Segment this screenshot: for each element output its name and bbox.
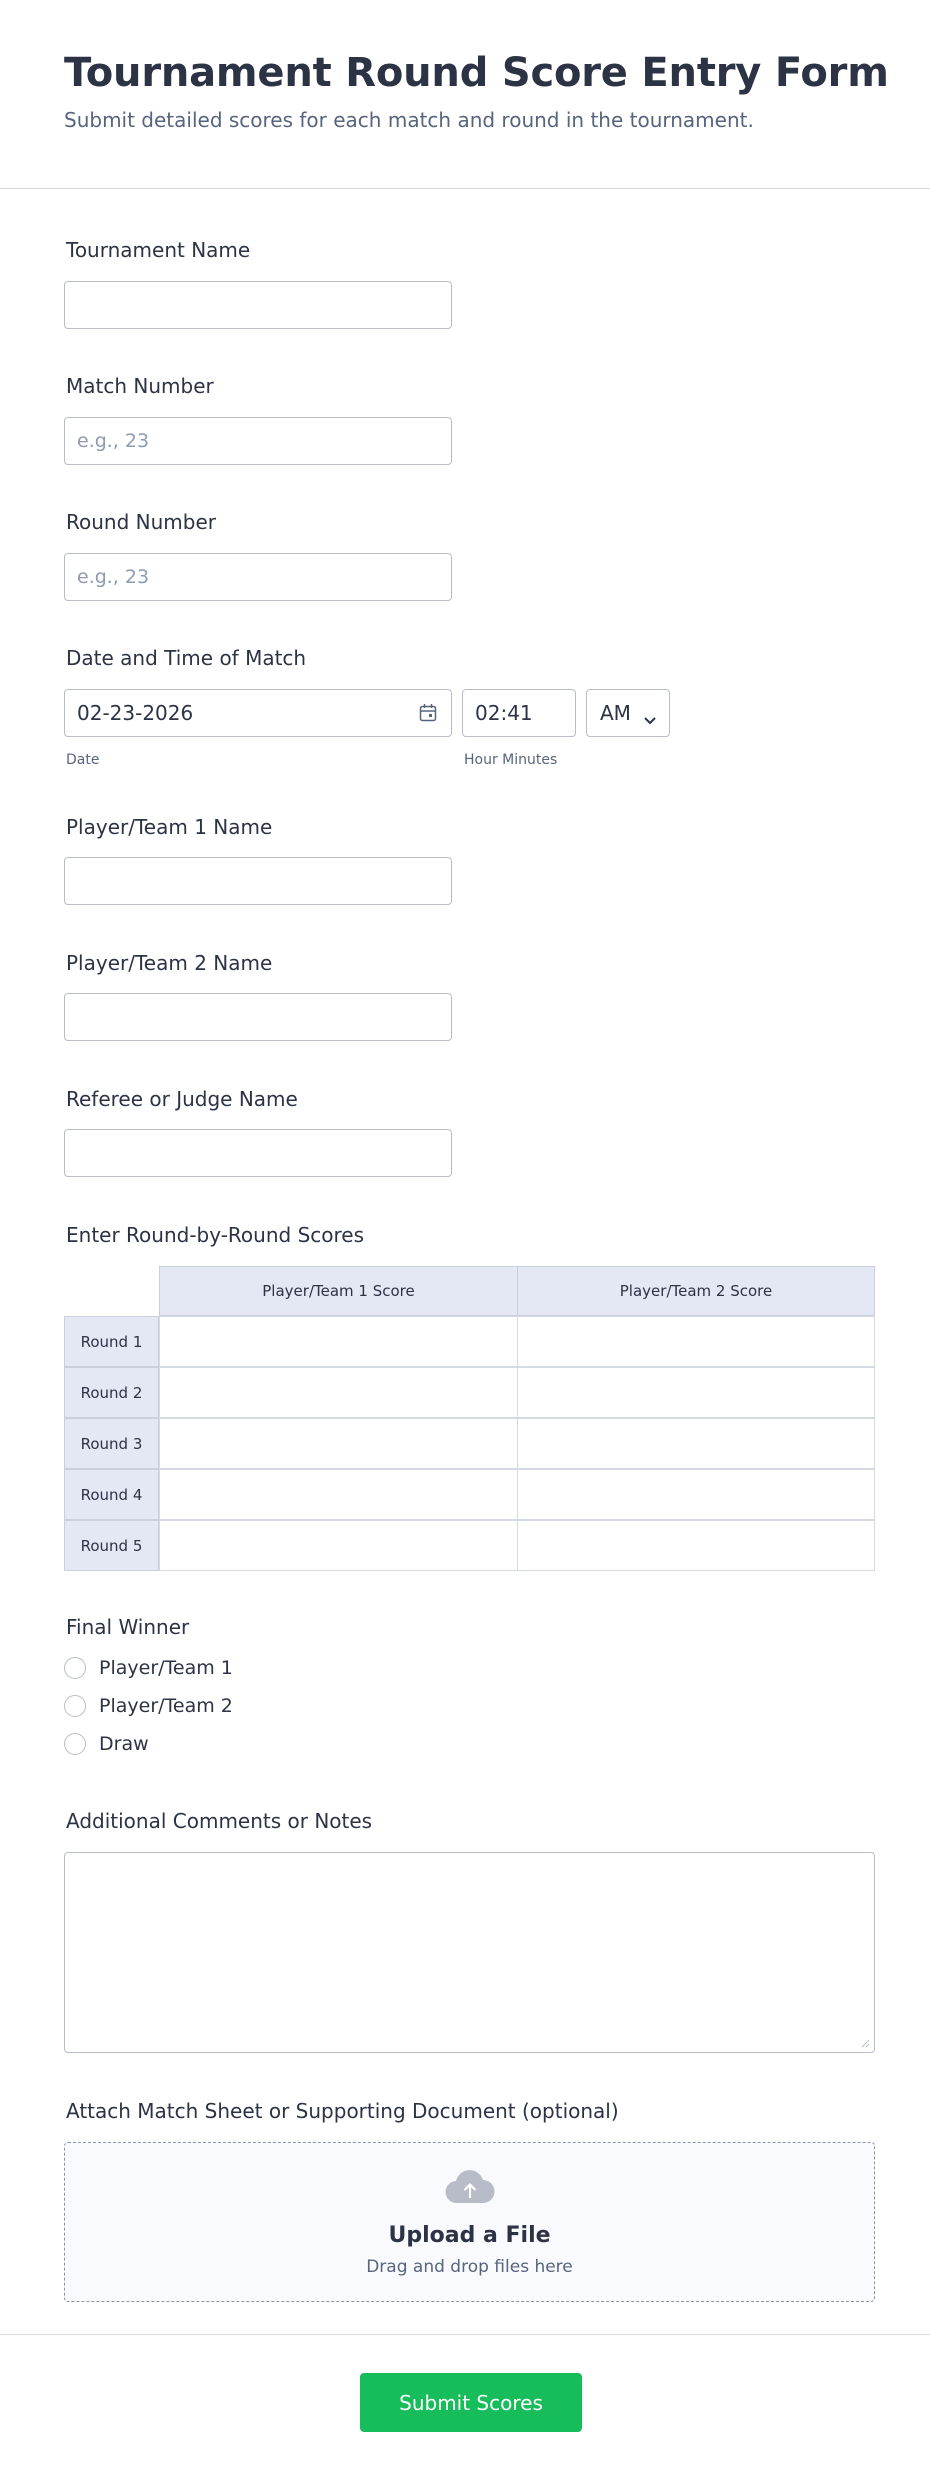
- tournament-name-input[interactable]: [64, 281, 452, 329]
- date-value: 02-23-2026: [77, 701, 194, 725]
- round-number-input[interactable]: [64, 553, 452, 601]
- scores-label: Enter Round-by-Round Scores: [66, 1223, 365, 1247]
- row-header-round3: Round 3: [64, 1418, 159, 1469]
- column-header-player2: Player/Team 2 Score: [517, 1266, 875, 1316]
- calendar-icon[interactable]: [419, 703, 437, 728]
- score-cell-r3-p2[interactable]: [517, 1418, 875, 1469]
- referee-input[interactable]: [64, 1129, 452, 1177]
- player1-label: Player/Team 1 Name: [66, 815, 273, 839]
- time-field[interactable]: [462, 689, 576, 737]
- column-header-player1: Player/Team 1 Score: [159, 1266, 518, 1316]
- comments-label: Additional Comments or Notes: [66, 1809, 373, 1833]
- player2-input[interactable]: [64, 993, 452, 1041]
- cloud-upload-icon: [445, 2169, 495, 2205]
- page-title: Tournament Round Score Entry Form: [64, 50, 889, 96]
- upload-subtitle: Drag and drop files here: [366, 2257, 573, 2277]
- score-cell-r3-p1[interactable]: [159, 1418, 518, 1469]
- radio-circle[interactable]: [64, 1733, 86, 1755]
- ampm-select[interactable]: [586, 689, 670, 737]
- radio-label: Player/Team 2: [99, 1695, 233, 1717]
- winner-option-draw[interactable]: [64, 1733, 149, 1755]
- winner-label: Final Winner: [66, 1615, 190, 1639]
- row-header-round4: Round 4: [64, 1469, 159, 1520]
- score-cell-r4-p2[interactable]: [517, 1469, 875, 1520]
- score-cell-r4-p1[interactable]: [159, 1469, 518, 1520]
- referee-label: Referee or Judge Name: [66, 1087, 298, 1111]
- chevron-down-icon: [643, 707, 657, 731]
- scores-table: [64, 1266, 875, 1570]
- tournament-name-label: Tournament Name: [66, 238, 251, 262]
- winner-option-player1[interactable]: [64, 1657, 233, 1679]
- score-cell-r1-p1[interactable]: [159, 1316, 518, 1367]
- form-header: [0, 0, 930, 189]
- row-header-round2: Round 2: [64, 1367, 159, 1418]
- time-sublabel: Hour Minutes: [464, 752, 558, 768]
- match-number-input[interactable]: [64, 417, 452, 465]
- radio-label: Draw: [99, 1733, 149, 1755]
- match-number-label: Match Number: [66, 374, 214, 398]
- player2-label: Player/Team 2 Name: [66, 951, 273, 975]
- submit-button[interactable]: Submit Scores: [360, 2373, 582, 2432]
- time-value: 02:41: [475, 701, 533, 725]
- winner-option-player2[interactable]: [64, 1695, 233, 1717]
- radio-circle[interactable]: [64, 1657, 86, 1679]
- ampm-value: AM: [600, 701, 631, 725]
- date-sublabel: Date: [66, 752, 100, 768]
- resize-handle-icon[interactable]: [860, 2038, 870, 2048]
- attachment-label: Attach Match Sheet or Supporting Document (optional): [66, 2099, 619, 2123]
- score-cell-r5-p2[interactable]: [517, 1520, 875, 1571]
- form-footer: [0, 2334, 930, 2479]
- page-subtitle: Submit detailed scores for each match and round in the tournament.: [64, 108, 754, 132]
- match-datetime-label: Date and Time of Match: [66, 646, 307, 670]
- radio-label: Player/Team 1: [99, 1657, 233, 1679]
- file-upload-dropzone[interactable]: [64, 2142, 875, 2302]
- score-cell-r2-p2[interactable]: [517, 1367, 875, 1418]
- date-field[interactable]: [64, 689, 452, 737]
- score-cell-r1-p2[interactable]: [517, 1316, 875, 1367]
- row-header-round1: Round 1: [64, 1316, 159, 1367]
- comments-textarea[interactable]: [64, 1852, 875, 2053]
- round-number-label: Round Number: [66, 510, 216, 534]
- row-header-round5: Round 5: [64, 1520, 159, 1571]
- score-cell-r5-p1[interactable]: [159, 1520, 518, 1571]
- player1-input[interactable]: [64, 857, 452, 905]
- radio-circle[interactable]: [64, 1695, 86, 1717]
- score-cell-r2-p1[interactable]: [159, 1367, 518, 1418]
- upload-title: Upload a File: [388, 2223, 551, 2248]
